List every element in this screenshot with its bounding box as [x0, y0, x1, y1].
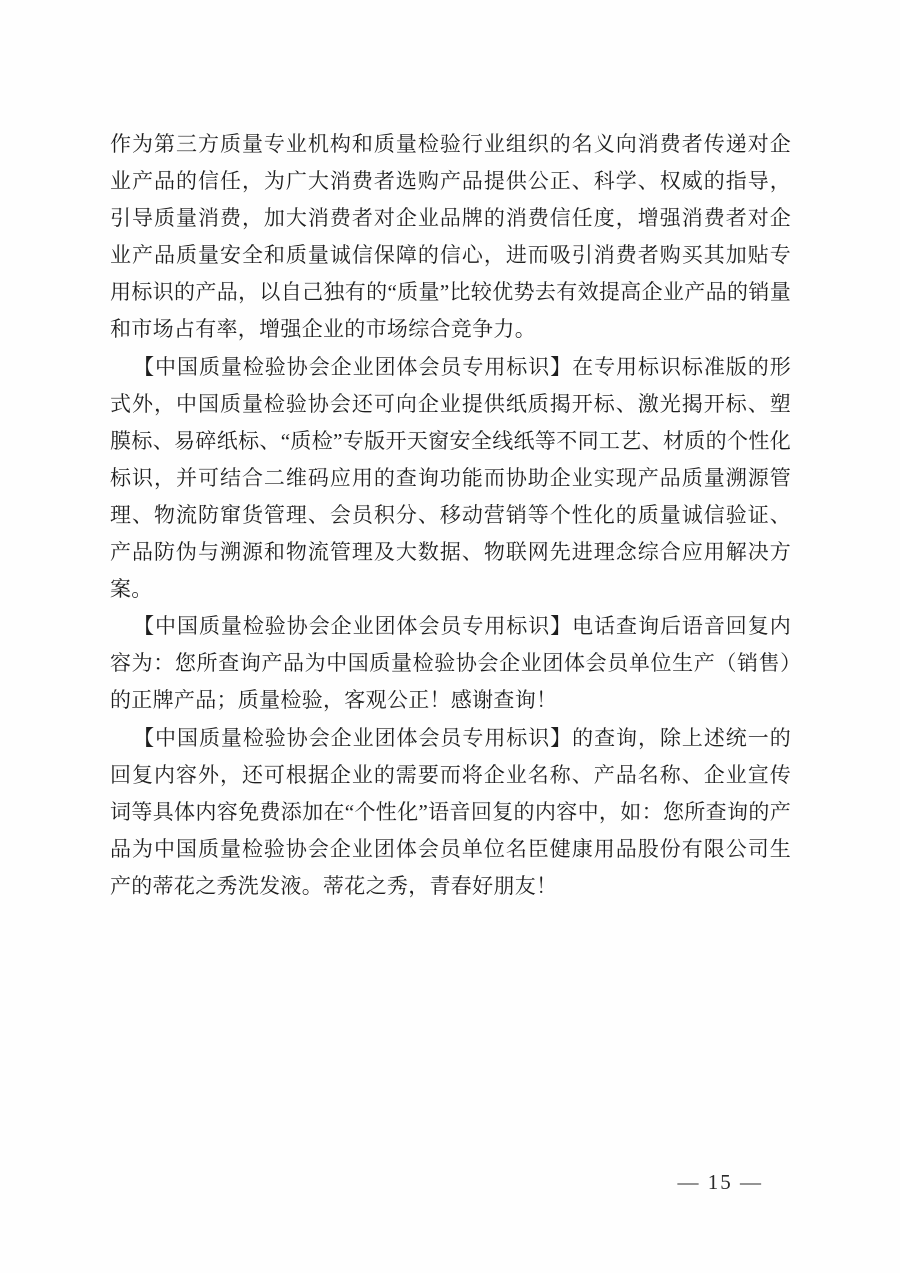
paragraph-4: 【中国质量检验协会企业团体会员专用标识】的查询，除上述统一的回复内容外，还可根据企业的需要而将企业名称、产品名称、企业宣传词等具体内容免费添加在“个性化”语音回复的内容中，如：您所查询的产品为中国质量检验协会企业团体会员单位名臣健康用品股份有限公司生产的蒂花之秀洗发液。蒂花之秀，青春好朋友！ [110, 725, 791, 898]
paragraph-1: 作为第三方质量专业机构和质量检验行业组织的名义向消费者传递对企业产品的信任，为广大消费者选购产品提供公正、科学、权威的指导，引导质量消费，加大消费者对企业品牌的消费信任度，增强消费者对企业产品质量安全和质量诚信保障的信心，进而吸引消费者购买其加贴专用标识的产品，以自己独有的“质量”比较优势去有效提高企业产品的销量和市场占有率，增强企业的市场综合竞争力。 [110, 132, 791, 342]
paragraph-3: 【中国质量检验协会企业团体会员专用标识】电话查询后语音回复内容为：您所查询产品为中国质量检验协会企业团体会员单位生产（销售）的正牌产品；质量检验，客观公正！感谢查询！ [110, 614, 791, 713]
page-number: — 15 — [677, 1170, 763, 1194]
page-body-text [110, 126, 791, 905]
paragraph-2: 【中国质量检验协会企业团体会员专用标识】在专用标识标准版的形式外，中国质量检验协会还可向企业提供纸质揭开标、激光揭开标、塑膜标、易碎纸标、“质检”专版开天窗安全线纸等不同工艺、材质的个性化标识，并可结合二维码应用的查询功能而协助企业实现产品质量溯源管理、物流防窜货管理、会员积分、移动营销等个性化的质量诚信验证、产品防伪与溯源和物流管理及大数据、物联网先进理念综合应用解决方案。 [110, 354, 791, 602]
page-footer [110, 1168, 791, 1196]
